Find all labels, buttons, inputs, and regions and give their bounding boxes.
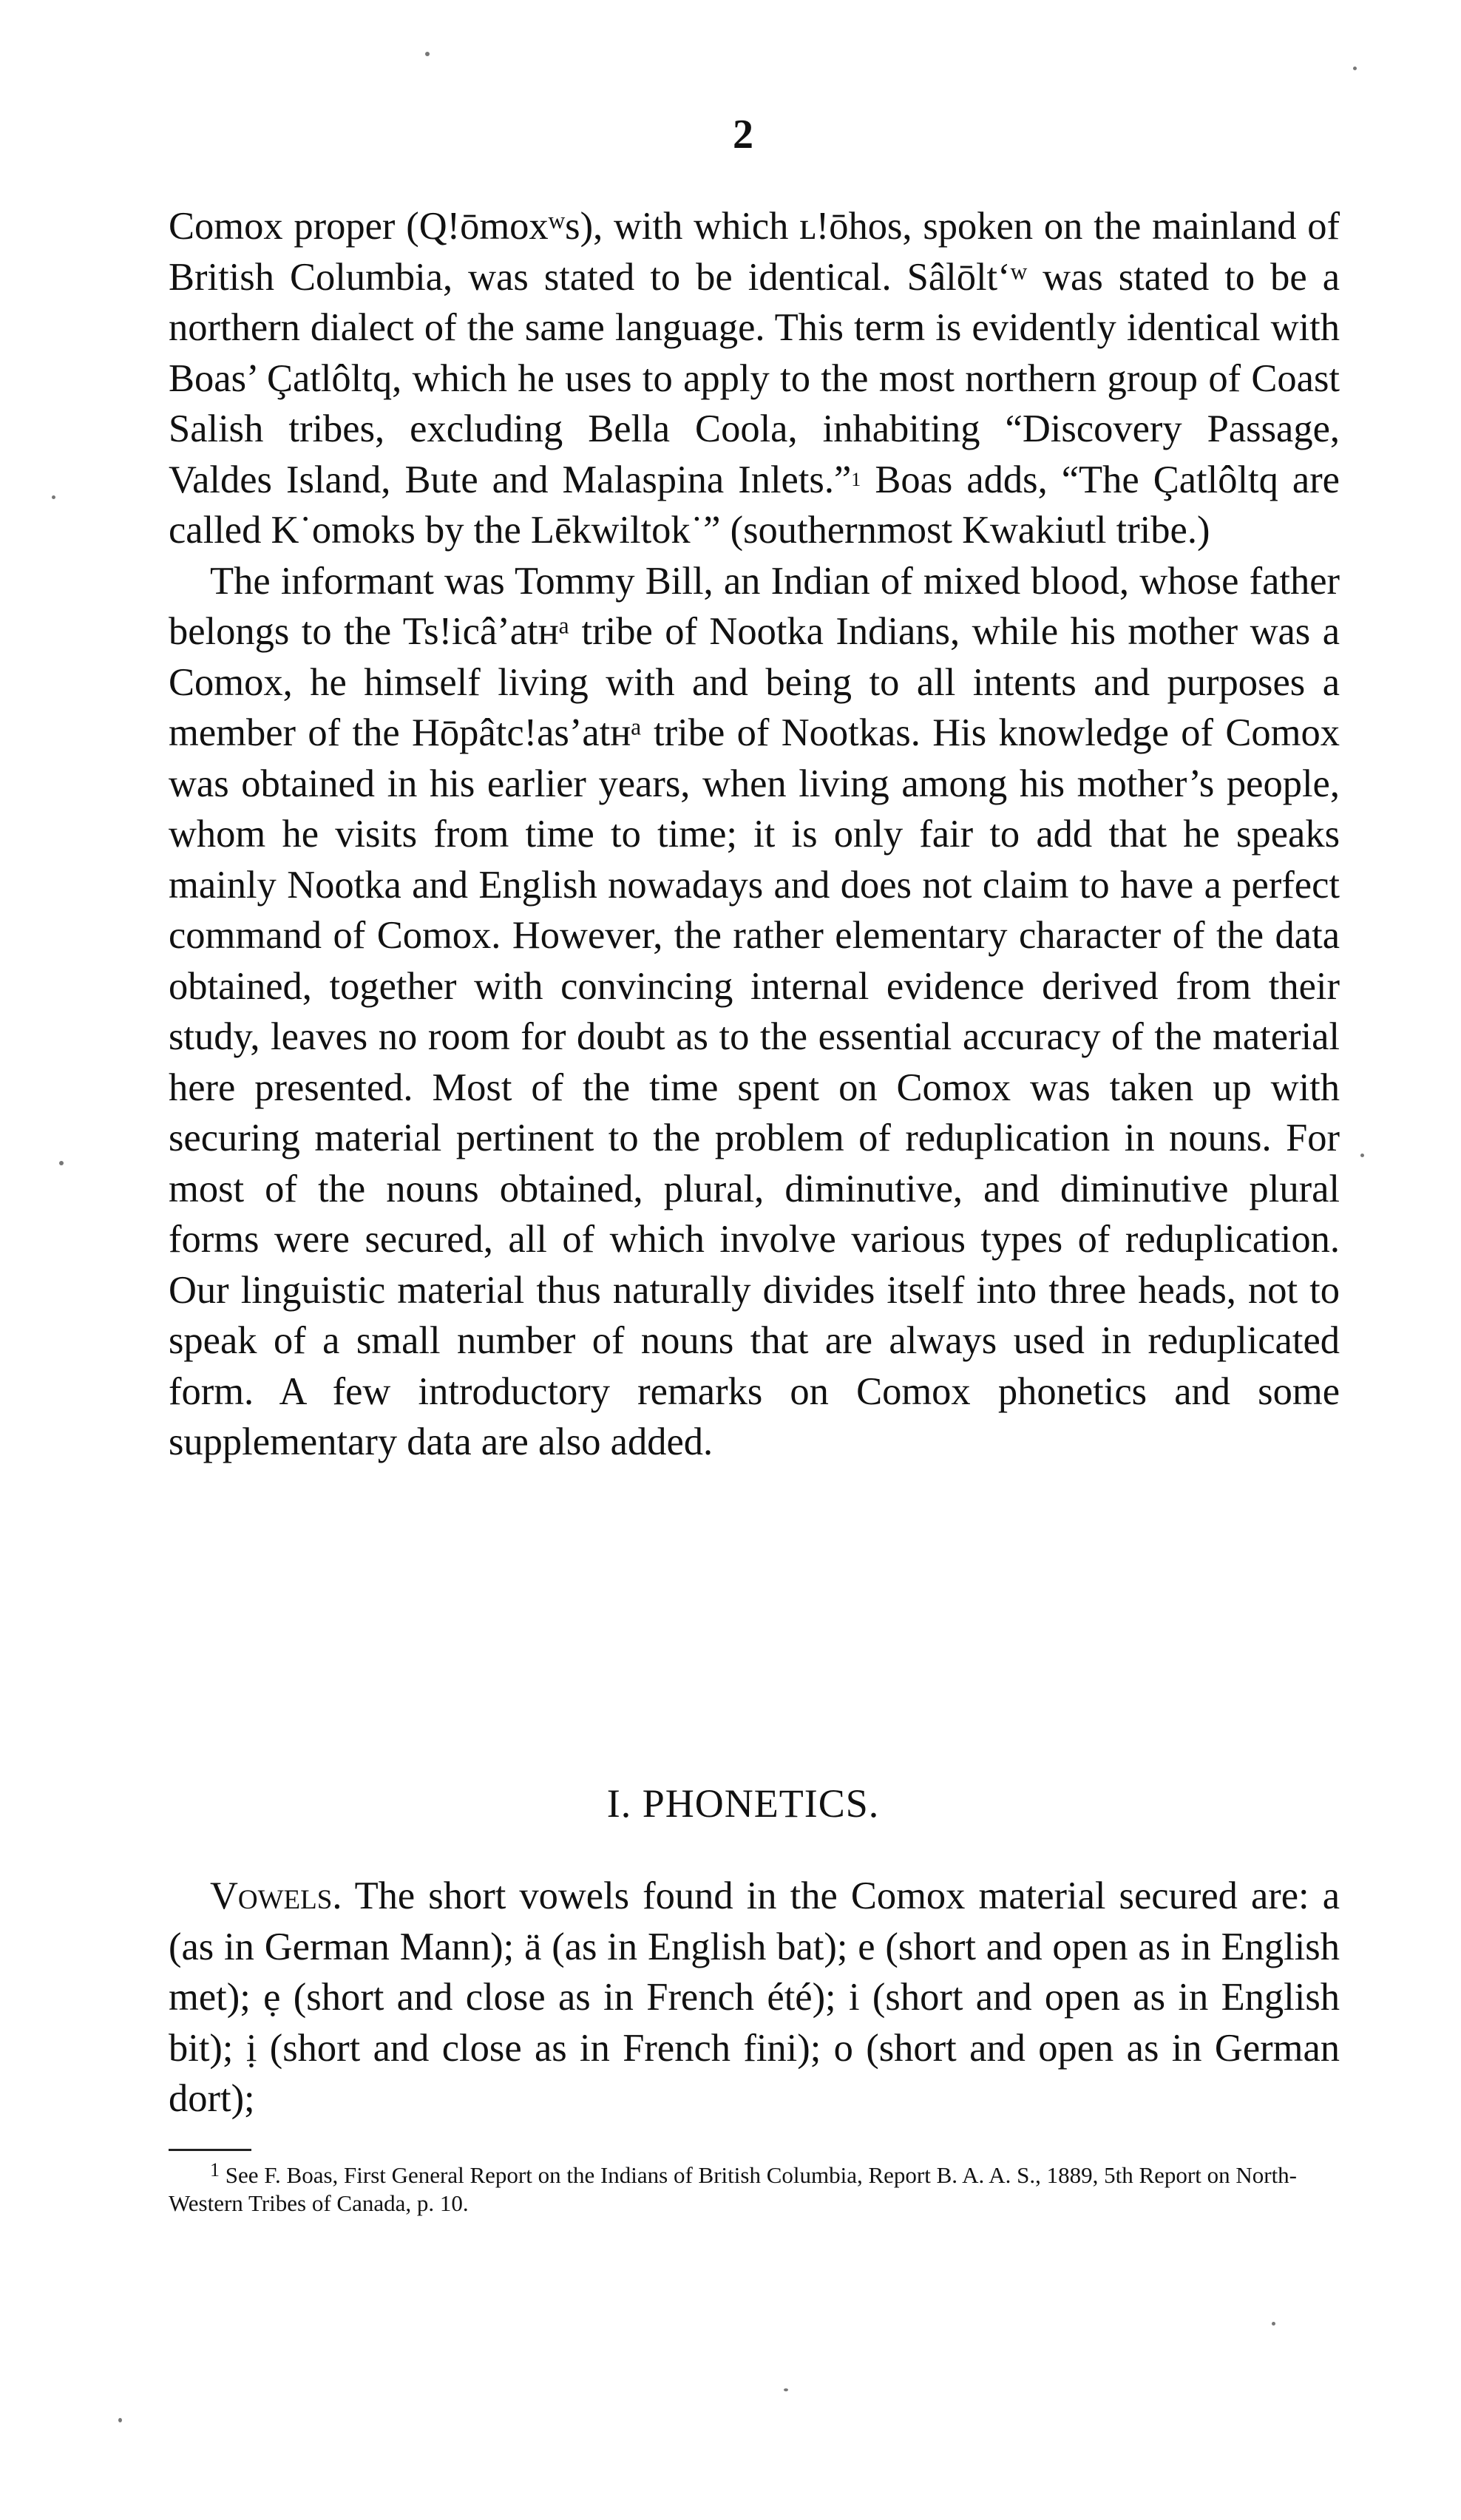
scan-speck	[59, 1161, 64, 1165]
paragraph-informant: The informant was Tommy Bill, an Indian of mixed blood, whose father belongs to the Ts!icâ’atʜᵃ tribe of Nootka Indians, while his mother was a Comox, he himself living with and being to all intents and purposes a member of the Hōpâtc!as’atʜᵃ tribe of Nootkas. His knowledge of Comox was obtained in his earlier years, when living among his mother’s people, whom he visits from time to time; it is only fair to add that he speaks mainly Nootka and English nowadays and does not claim to have a perfect command of Comox. However, the rather elementary character of the data obtained, together with convincing internal evidence derived from their study, leaves no room for doubt as to the essential accuracy of the material here presented. Most of the time spent on Comox was taken up with securing material pertinent to the problem of reduplication in nouns. For most of the nouns obtained, plural, diminutive, and diminutive plural forms were secured, all of which involve various types of reduplication. Our linguistic material thus naturally divides itself into three heads, not to speak of a small number of nouns that are always used in reduplicated form. A few introductory remarks on Comox phonetics and some supplementary data are also added.	[169, 559, 1340, 1463]
scan-speck	[1360, 1154, 1364, 1157]
vowels-paragraph	[169, 1871, 1340, 2124]
vowels-text: The short vowels found in the Comox material secured are: a (as in German Mann); ä (as in English bat); e (short and open as in English met); ẹ (short and close as in French été); i (short and open as in English bit); ị (short and close as in French fini); o (short and open as in German dort);	[169, 1874, 1340, 2120]
footnote-reference: 1	[851, 468, 861, 490]
paragraph-1-text: Comox proper (Q!ōmoxʷs), with which ʟ!ōhos, spoken on the mainland of British Columbia, was stated to be identical. Sâlōltʻʷ was stated to be a northern dialect of the same language. This term is evidently identical with Boas’ Çatlôltq, which he uses to apply to the most northern group of Coast Salish tribes, excluding Bella Coola, inhabiting “Discovery Passage, Valdes Island, Bute and Malaspina Inlets.”	[169, 205, 1340, 501]
body-text	[169, 201, 1340, 1468]
paragraph-comox-proper	[169, 201, 1340, 556]
vowels-lead: Vowels.	[210, 1874, 342, 1917]
page-number: 2	[733, 112, 753, 158]
footnote-text: See F. Boas, First General Report on the Indians of British Columbia, Report B. A. A. S., 1889, 5th Report on North-Western Tribes of Canada, p. 10.	[169, 2162, 1297, 2216]
scan-speck	[425, 52, 430, 56]
scan-speck	[118, 2418, 122, 2422]
paragraph-1-tail: Boas adds, “The Çatlôltq are called K˙omoks by the Lēkwiltok˙” (southernmost Kwakiutl tribe.)	[169, 458, 1340, 552]
footnote-mark: 1	[210, 2159, 220, 2181]
scan-speck	[1272, 2322, 1275, 2326]
scan-speck	[1353, 67, 1357, 70]
paragraph-vowels	[169, 1871, 1340, 2124]
footnote-divider	[169, 2149, 251, 2151]
scan-speck	[52, 495, 55, 499]
section-heading-phonetics: I. PHONETICS.	[606, 1781, 880, 1826]
footnote	[169, 2156, 1340, 2218]
scan-speck	[784, 2388, 788, 2391]
